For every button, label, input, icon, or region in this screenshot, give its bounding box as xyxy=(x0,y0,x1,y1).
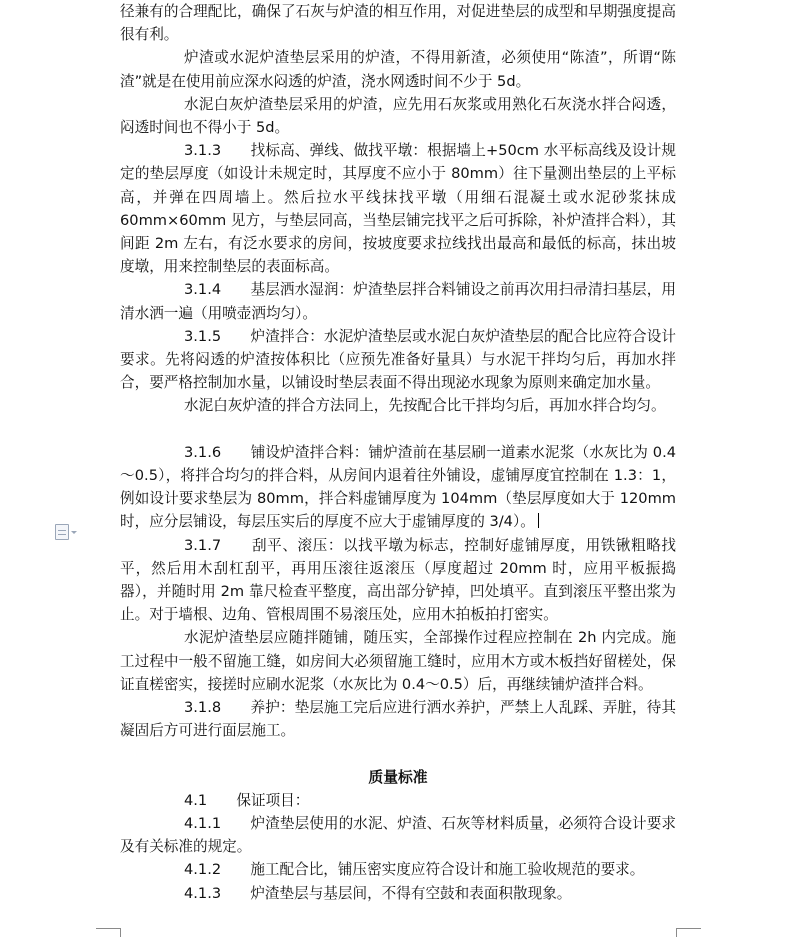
paragraph-text: 3.1.6 铺设炉渣拌合料：铺炉渣前在基层刷一道素水泥浆（水灰比为 0.4～0.5），将拌合均匀的拌合料，从房间内退着往外铺设，虚铺厚度宜控制在 1.3：1，例如设计要求垫层为 80mm，拌合料虚铺厚度为 104mm（垫层厚度如大于 120mm 时，应分层铺设，每层压实后的厚度不应大于虚铺厚度的 3/4）。 xyxy=(120,443,676,531)
paragraph: 炉渣或水泥炉渣垫层采用的炉渣，不得用新渣，必须使用“陈渣”，所谓“陈渣”就是在使用前应深水闷透的炉渣，浇水网透时间不少于 5d。 xyxy=(120,49,676,90)
paragraph: 水泥白灰炉渣垫层采用的炉渣，应先用石灰浆或用熟化石灰浇水拌合闷透，闷透时间也不得小于 5d。 xyxy=(120,95,676,137)
paragraph: 水泥白灰炉渣的拌合方法同上，先按配合比干拌均匀后，再加水拌合均匀。 xyxy=(184,397,666,415)
paragraph: 3.1.8 养护：垫层施工完后应进行洒水养护，严禁上人乱踩、弄脏，待其凝固后方可进行面层施工。 xyxy=(120,699,676,740)
paragraph: 4.1 保证项目： xyxy=(184,791,310,809)
paragraph: 3.1.5 炉渣拌合：水泥炉渣垫层或水泥白灰炉渣垫层的配合比应符合设计要求。先将闷透的炉渣按体积比（应预先准备好量具）与水泥干拌均匀后，再加水拌合，要严格控制加水量，以铺设时垫层表面不得出现泌水现象为原则来确定加水量。 xyxy=(120,327,676,392)
paragraph: 3.1.3 找标高、弹线、做找平墩：根据墙上+50cm 水平标高线及设计规定的垫层厚度（如设计未规定时，其厚度不应小于 80mm）往下量测出垫层的上平标高，并弹在四周墙上。然后拉水平线抹找平墩（用细石混凝土或水泥砂浆抹成 60mm×60mm 见方，与垫层同高，当垫层铺完找平之后可拆除，补炉渣拌合料），其间距 2m 左右，有泛水要求的房间，按坡度要求拉线找出最高和最低的标高，抹出坡度墩，用来控制垫层的表面标高。 xyxy=(120,142,676,276)
paragraph: 径兼有的合理配比，确保了石灰与炉渣的相互作用，对促进垫层的成型和早期强度提高很有利。 xyxy=(120,3,676,44)
paragraph-with-cursor xyxy=(120,441,676,534)
margin-corner-mark-right xyxy=(676,928,701,937)
document-body[interactable] xyxy=(120,0,676,905)
paragraph: 水泥炉渣垫层应随拌随铺，随压实，全部操作过程应控制在 2h 内完成。施工过程中一般不留施工缝，如房间大必须留施工缝时，应用木方或木板挡好留槎处，保证直槎密实，接搓时应刷水泥浆（水灰比为 0.4～0.5）后，再继续铺炉渣拌合料。 xyxy=(120,629,676,693)
chevron-down-icon[interactable] xyxy=(71,531,77,534)
paragraph: 4.1.2 施工配合比，铺压密实度应符合设计和施工验收规范的要求。 xyxy=(184,861,645,879)
text-cursor xyxy=(538,513,539,528)
paragraph: 3.1.4 基层洒水湿润：炉渣垫层拌合料铺设之前再次用扫帚清扫基层，用清水洒一遍（用喷壶洒均匀）。 xyxy=(120,281,676,322)
page-layout-icon[interactable] xyxy=(55,524,69,540)
section-heading: 质量标准 xyxy=(368,768,428,786)
paragraph: 4.1.1 炉渣垫层使用的水泥、炉渣、石灰等材料质量，必须符合设计要求及有关标准的规定。 xyxy=(120,815,676,856)
empty-paragraph xyxy=(120,418,676,441)
empty-paragraph xyxy=(120,742,676,765)
paragraph: 4.1.3 炉渣垫层与基层间，不得有空鼓和表面积散现象。 xyxy=(184,884,572,902)
margin-corner-mark-left xyxy=(96,928,121,937)
paragraph: 3.1.7 刮平、滚压：以找平墩为标志，控制好虚铺厚度，用铁锹粗略找平，然后用木刮杠刮平，再用压滚往返滚压（厚度超过 20mm 时，应用平板振捣器），并随时用 2m 靠尺检查平整度，高出部分铲掉，凹处填平。直到滚压平整出浆为止。对于墙根、边角、管根周围不易滚压处，应用木拍板拍打密实。 xyxy=(120,536,676,624)
